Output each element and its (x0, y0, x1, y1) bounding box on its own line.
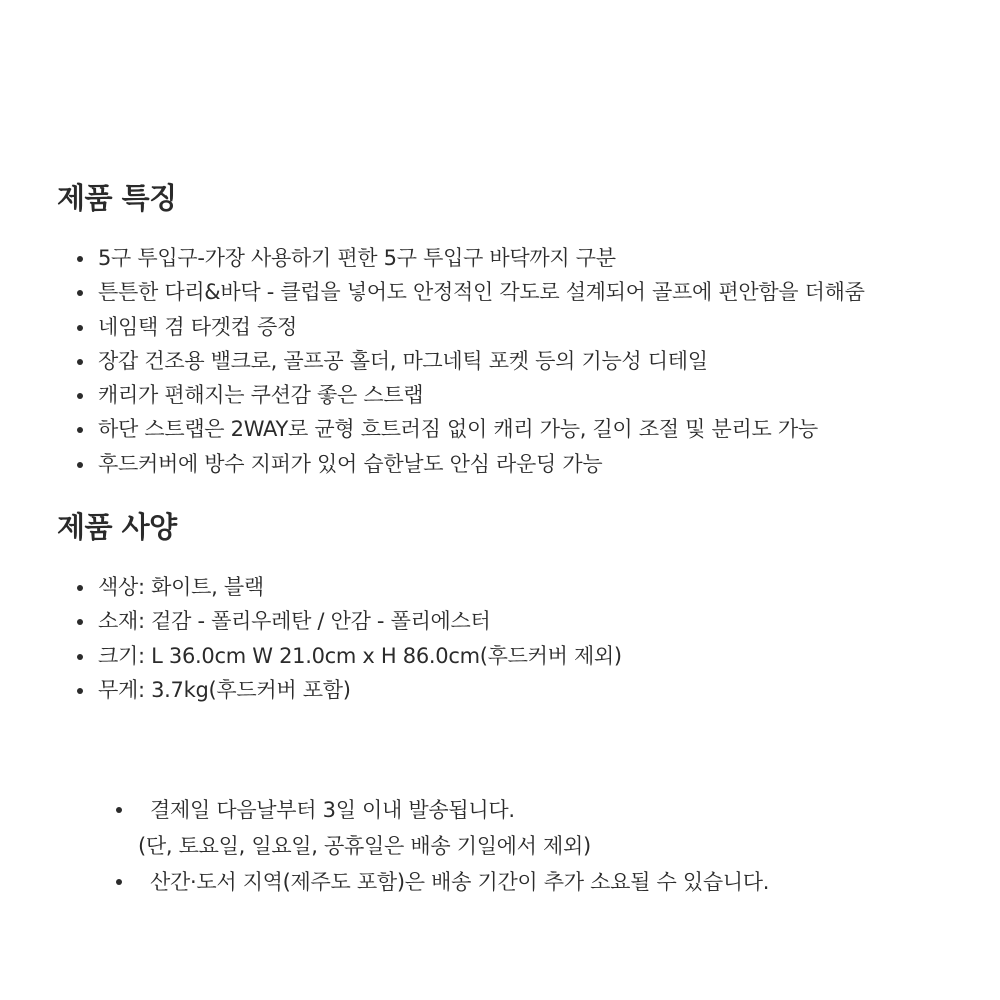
feature-item: 장갑 건조용 밸크로, 골프공 홀더, 마그네틱 포켓 등의 기능성 디테일 (57, 344, 865, 378)
shipping-notice-text: 산간·도서 지역(제주도 포함)은 배송 기간이 추가 소요될 수 있습니다. (150, 870, 770, 894)
feature-item: 하단 스트랩은 2WAY로 균형 흐트러짐 없이 캐리 가능, 길이 조절 및 분리도 가능 (57, 412, 865, 446)
shipping-notice-list (110, 792, 769, 900)
spec-item-weight: 무게: 3.7kg(후드커버 포함) (57, 673, 622, 707)
spec-item-color: 색상: 화이트, 블랙 (57, 570, 622, 604)
specs-list (57, 570, 622, 707)
specs-heading: 제품 사양 (57, 510, 177, 544)
shipping-notice-text: 결제일 다음날부터 3일 이내 발송됩니다. (150, 798, 515, 822)
features-heading: 제품 특징 (57, 181, 177, 215)
shipping-notice-exception: (단, 토요일, 일요일, 공휴일은 배송 기일에서 제외) (138, 834, 591, 858)
shipping-notice-item (110, 792, 769, 864)
feature-item: 5구 투입구-가장 사용하기 편한 5구 투입구 바닥까지 구분 (57, 241, 865, 275)
feature-item: 후드커버에 방수 지퍼가 있어 습한날도 안심 라운딩 가능 (57, 447, 865, 481)
shipping-notice-item (110, 864, 769, 900)
feature-item: 캐리가 편해지는 쿠션감 좋은 스트랩 (57, 378, 865, 412)
feature-item: 네임택 겸 타겟컵 증정 (57, 310, 865, 344)
feature-item: 튼튼한 다리&바닥 - 클럽을 넣어도 안정적인 각도로 설계되어 골프에 편안함을 더해줌 (57, 275, 865, 309)
spec-item-material: 소재: 겉감 - 폴리우레탄 / 안감 - 폴리에스터 (57, 604, 622, 638)
spec-item-size: 크기: L 36.0cm W 21.0cm x H 86.0cm(후드커버 제외) (57, 639, 622, 673)
features-list (57, 241, 865, 481)
